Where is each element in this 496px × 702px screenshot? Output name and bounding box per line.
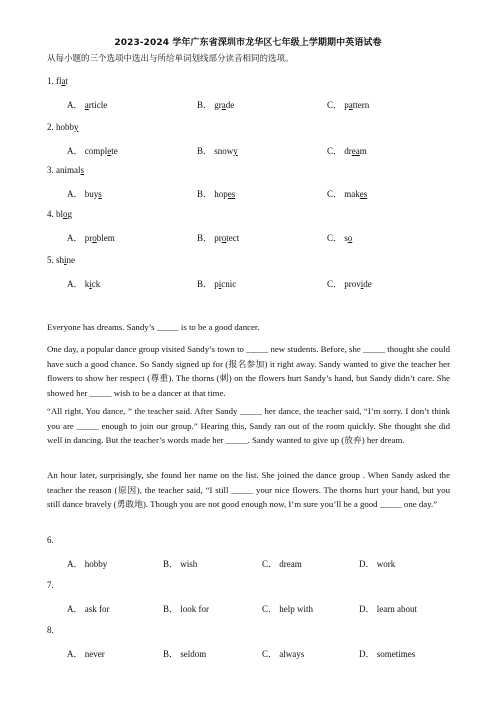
mc-option-d[interactable] [359,557,395,570]
option-letter: B． [197,100,213,110]
option-part: compl [84,146,108,156]
option-part: mak [344,189,360,199]
phonics-question-word [47,165,84,175]
option-b[interactable] [197,277,236,290]
option-letter: C． [327,100,343,110]
option-letter: C． [327,146,343,156]
mc-question-number: 6. [47,535,54,545]
mc-option-c[interactable] [262,647,304,660]
option-text: sometimes [376,649,416,659]
passage-paragraph-1: Everyone has dreams. Sandy’s _____ is to be a good dancer. [47,322,260,332]
option-text: seldom [180,649,207,659]
option-letter: B． [197,279,213,289]
option-letter: D． [359,604,375,614]
option-underlined-part: o [347,233,353,243]
option-text: learn about [376,604,417,614]
option-underlined-part: ea [351,146,360,156]
mc-option-b[interactable] [163,647,206,660]
option-part: buy [84,189,99,199]
mc-question-number: 8. [47,625,54,635]
passage-paragraph-2: One day, a popular dance group visited Sandy’s town to _____ new students. Before, she _____ thought she could have such a good chance. So Sandy signed up for (报名参加) it right away. Sandy wanted to give the teacher her flowers to show her respect (尊重). The thorns (刺) on the flowers hurt Sandy’s hand, but Sandy didn’t care. She showed her _____ wish to be a dancer at that time. [47,344,450,398]
option-part: snow [214,146,234,156]
option-text: work [376,559,396,569]
option-c[interactable] [327,187,367,200]
mc-option-d[interactable] [359,647,415,660]
option-underlined-part: e [107,146,112,156]
option-text: ask for [84,604,110,614]
option-letter: B． [163,559,179,569]
option-text: hobby [84,559,108,569]
option-underlined-part: a [221,100,226,110]
option-c[interactable] [327,144,367,157]
option-underlined-part: i [89,279,92,289]
option-part: dr [344,146,352,156]
question-number: 5. [47,255,54,265]
option-c[interactable] [327,231,352,244]
phonics-question-word [47,76,68,86]
option-letter: C． [262,604,278,614]
page-title: 2023-2024 学年广东省深圳市龙华区七年级上学期期中英语试卷 [114,38,382,48]
option-a[interactable] [67,144,118,157]
option-a[interactable] [67,277,100,290]
option-b[interactable] [197,187,235,200]
option-underlined-part: a [348,100,353,110]
option-underlined-part: es [227,189,236,199]
option-underlined-part: i [218,279,222,289]
option-letter: C． [262,559,278,569]
mc-option-b[interactable] [163,602,209,615]
option-letter: B． [197,233,213,243]
word-part: g [67,209,73,219]
question-number: 4. [47,209,54,219]
option-underlined-part: a [84,100,89,110]
mc-option-b[interactable] [163,557,197,570]
word-underlined-part: s [80,165,85,175]
phonics-question-word [47,255,75,265]
mc-option-a[interactable] [67,647,105,660]
option-part: pr [214,233,222,243]
option-letter: A． [67,604,83,614]
word-part: fl [56,76,62,86]
phonics-question-word [47,209,72,219]
option-letter: C． [262,649,278,659]
word-part: ne [66,255,76,265]
option-letter: B． [197,146,213,156]
word-underlined-part: i [64,255,67,265]
mc-option-c[interactable] [262,557,302,570]
option-part: tect [226,233,240,243]
option-part: prov [344,279,361,289]
option-letter: C． [327,233,343,243]
option-part: te [111,146,118,156]
word-part: animal [56,165,81,175]
option-letter: B． [163,604,179,614]
option-underlined-part: es [359,189,368,199]
option-text: look for [180,604,210,614]
phonics-question-word [47,122,79,132]
passage-paragraph-4: An hour later, surprisingly, she found her name on the list. She joined the dance group . When Sandy asked the teacher the reason (原因), the teacher said, “I still _____ your nice flowers. The thorns hurt your hand, but you still dance bravely (勇敢地). Though you are not good enough now, I’m sure you’ll be a good _____ one day.” [47,470,450,510]
option-letter: A． [67,649,83,659]
option-letter: A． [67,146,83,156]
option-text: help with [279,604,314,614]
word-underlined-part: o [63,209,68,219]
option-part: hop [214,189,228,199]
option-part: rticle [88,100,108,110]
option-letter: A． [67,279,83,289]
question-number: 1. [47,76,54,86]
option-b[interactable] [197,144,238,157]
mc-question-number: 7. [47,580,54,590]
option-part: p [344,100,349,110]
question-number: 2. [47,122,54,132]
option-underlined-part: y [233,146,238,156]
option-underlined-part: i [360,279,364,289]
question-number: 3. [47,165,54,175]
option-c[interactable] [327,277,372,290]
option-letter: A． [67,559,83,569]
option-text: wish [180,559,198,569]
option-part: p [214,279,219,289]
option-part: s [344,233,348,243]
passage-paragraph-3: “All right. You dance, ” the teacher said. After Sandy _____ her dance, the teacher said, “I’m sorry. I don’t think you are _____ enough to join our group.” Hearing this, Sandy ran out of the room quickly. She thought she did well in dancing. But the teacher’s words made her _____. Sandy wanted to give up (放弃) her dream. [47,406,450,446]
option-a[interactable] [67,98,107,111]
option-letter: B． [197,189,213,199]
option-letter: A． [67,100,83,110]
option-underlined-part: o [92,233,97,243]
option-part: cnic [221,279,237,289]
option-letter: C． [327,189,343,199]
option-letter: B． [163,649,179,659]
option-b[interactable] [197,231,239,244]
word-part: bl [56,209,64,219]
option-part: blem [96,233,115,243]
option-text: dream [279,559,302,569]
mc-option-d[interactable] [359,602,417,615]
option-part: ck [91,279,101,289]
option-part: gr [214,100,222,110]
word-part: t [65,76,69,86]
option-part: de [225,100,235,110]
mc-option-a[interactable] [67,557,107,570]
option-letter: D． [359,649,375,659]
word-part: sh [56,255,65,265]
option-c[interactable] [327,98,369,111]
option-part: de [363,279,372,289]
option-part: pr [84,233,93,243]
option-a[interactable] [67,231,115,244]
word-underlined-part: y [74,122,79,132]
option-part: k [84,279,90,289]
option-letter: C． [327,279,343,289]
option-letter: A． [67,233,83,243]
option-part: ttern [352,100,370,110]
mc-option-c[interactable] [262,602,313,615]
option-text: always [279,649,305,659]
instruction-text: 从每小题的三个选项中选出与所给单词划线部分读音相同的选项。 [47,54,294,64]
option-part: m [359,146,367,156]
option-underlined-part: o [221,233,227,243]
option-text: never [84,649,105,659]
option-letter: D． [359,559,375,569]
mc-option-a[interactable] [67,602,110,615]
word-part: hobb [56,122,74,132]
option-underlined-part: s [98,189,102,199]
option-letter: A． [67,189,83,199]
option-b[interactable] [197,98,234,111]
option-a[interactable] [67,187,102,200]
word-underlined-part: a [61,76,66,86]
